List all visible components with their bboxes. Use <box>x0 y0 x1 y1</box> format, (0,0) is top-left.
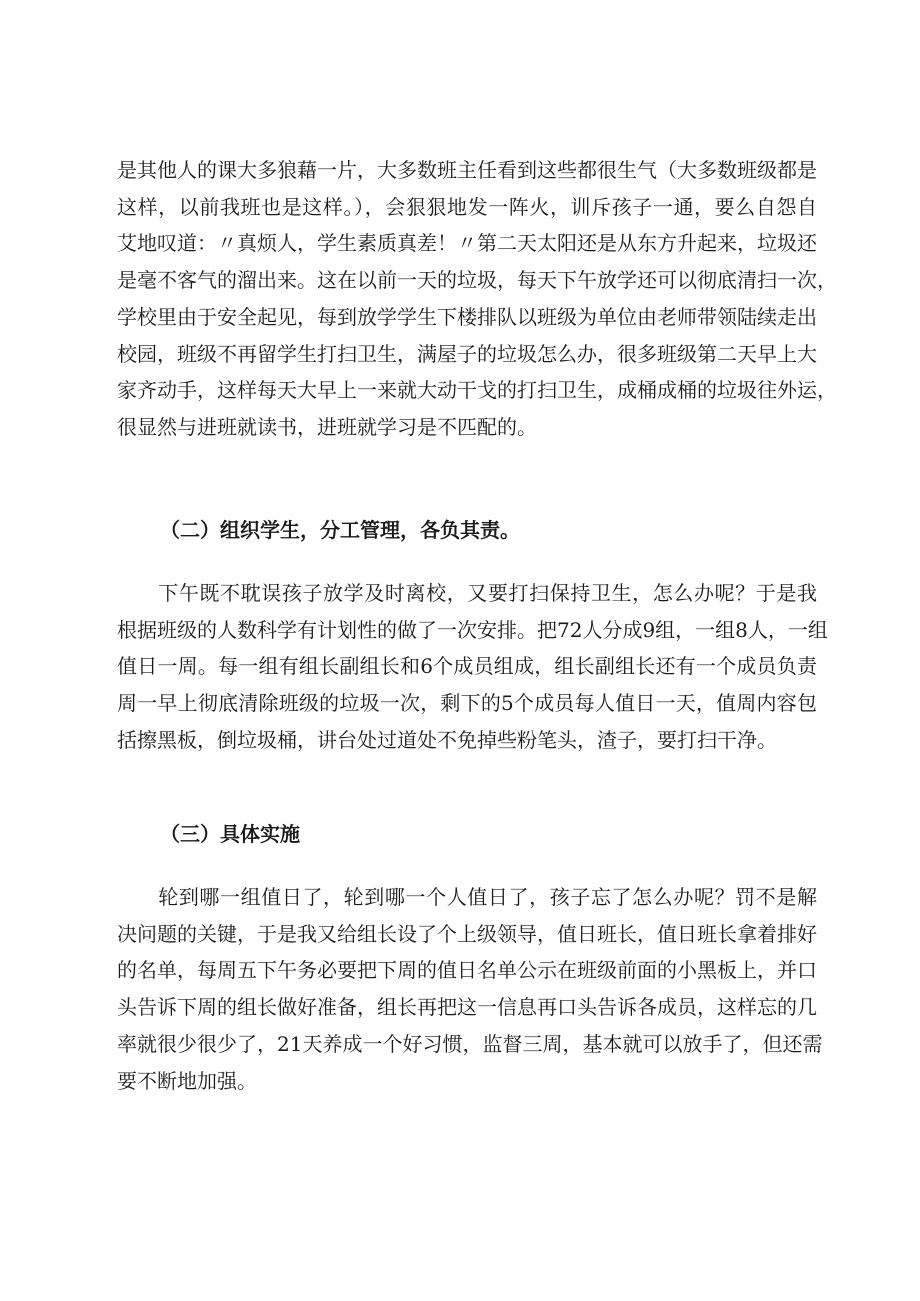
paragraph-implementation <box>117 879 823 1099</box>
text-line: 是毫不客气的溜出来。这在以前一天的垃圾，每天下午放学还可以彻底清扫一次， <box>117 268 837 293</box>
text-line: 头告诉下周的组长做好准备，组长再把这一信息再口头告诉各成员，这样忘的几 <box>117 995 817 1020</box>
text-line: 这样，以前我班也是这样。），会狠狠地发一阵火，训斥孩子一通，要么自怨自 <box>117 194 817 219</box>
text-line: 括擦黑板，倒垃圾桶，讲台处过道处不免掉些粉笔头，渣子，要打扫干净。 <box>117 727 777 752</box>
text-line: 率就很少很少了，21天养成一个好习惯，监督三周，基本就可以放手了，但还需 <box>117 1031 823 1056</box>
text-line: 下午既不耽误孩子放学及时离校，又要打扫保持卫生，怎么办呢？于是我 <box>117 581 817 605</box>
text-line: 家齐动手，这样每天大早上一来就大动干戈的打扫卫生，成桶成桶的垃圾往外运， <box>117 378 837 403</box>
text-line: 要不断地加强。 <box>117 1068 257 1093</box>
text-line: 周一早上彻底清除班级的垃圾一次，剩下的5个成员每人值日一天，值周内容包 <box>117 691 817 716</box>
text-line: 艾地叹道：〃真烦人，学生素质真差！〃第二天太阳还是从东方升起来，垃圾还 <box>117 231 817 256</box>
text-line: 学校里由于安全起见，每到放学学生下楼排队以班级为单位由老师带领陆续走出 <box>117 304 817 329</box>
text-line: 是其他人的课大多狼藉一片，大多数班主任看到这些都很生气（大多数班级都是 <box>117 158 817 182</box>
text-line: 值日一周。每一组有组长副组长和6个成员组成，组长副组长还有一个成员负责 <box>117 654 817 679</box>
paragraph-garbage-problem <box>117 152 837 446</box>
text-line: 轮到哪一组值日了，轮到哪一个人值日了，孩子忘了怎么办呢？罚不是解 <box>117 885 817 909</box>
text-line: 校园，班级不再留学生打扫卫生，满屋子的垃圾怎么办，很多班级第二天早上大 <box>117 341 817 366</box>
text-line: 很显然与进班就读书，进班就学习是不匹配的。 <box>117 414 537 439</box>
section-heading-organize: （二）组织学生，分工管理，各负其责。 <box>160 518 520 542</box>
text-line: 的名单，每周五下午务必要把下周的值日名单公示在班级前面的小黑板上，并口 <box>117 958 817 983</box>
text-line: 根据班级的人数科学有计划性的做了一次安排。把72人分成9组，一组8人，一组 <box>117 617 828 642</box>
paragraph-duty-arrangement <box>117 575 828 759</box>
text-line: 决问题的关键，于是我又给组长设了个上级领导，值日班长，值日班长拿着排好 <box>117 921 817 946</box>
section-heading-implementation: （三）具体实施 <box>160 822 300 846</box>
